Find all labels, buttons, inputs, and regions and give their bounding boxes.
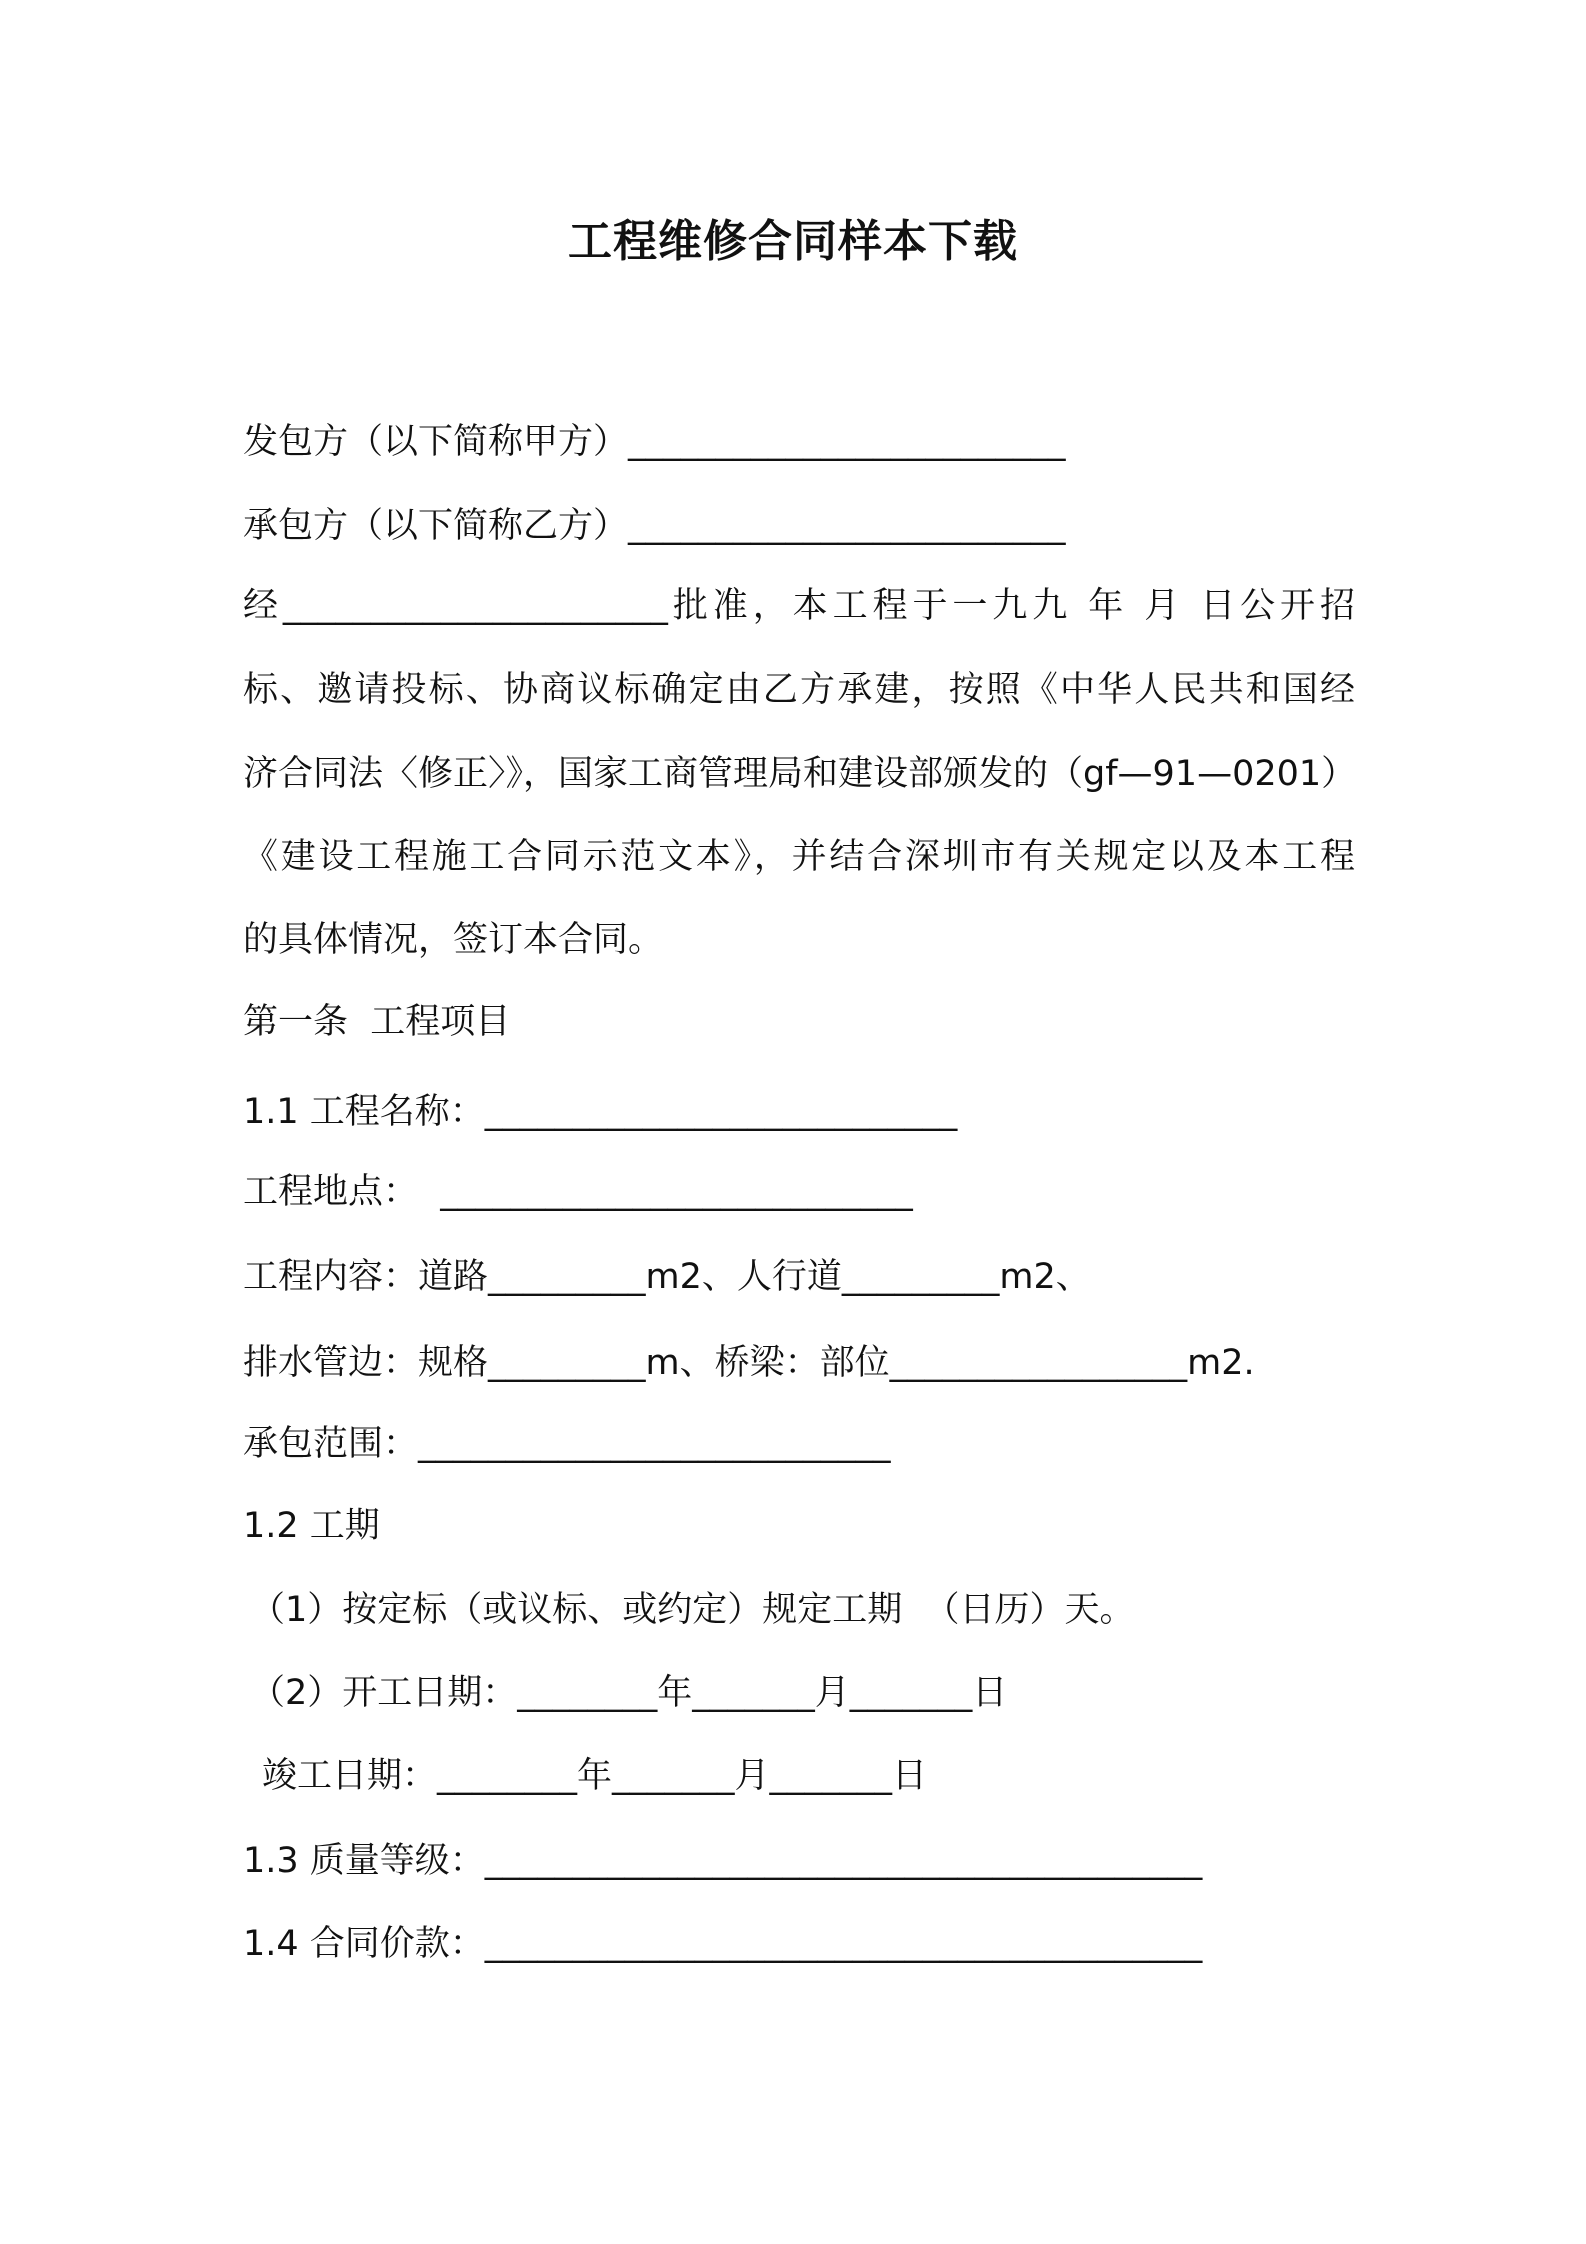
drainage-bridge-line: 排水管边：规格_________m、桥梁：部位_________________m2. — [243, 1343, 1255, 1383]
duration-item-1: （1）按定标（或议标、或约定）规定工期 （日历）天。 — [250, 1590, 1135, 1630]
contract-price-line: 1.4 合同价款：_________________________________________ — [243, 1924, 1203, 1964]
document-title: 工程维修合同样本下载 — [568, 216, 1018, 267]
completion-date-line: 竣工日期：________年_______月_______日 — [262, 1756, 928, 1796]
preamble-line-4: 《建设工程施工合同示范文本》，并结合深圳市有关规定以及本工程 — [243, 837, 1355, 877]
project-name-line: 1.1 工程名称：___________________________ — [243, 1092, 958, 1132]
preamble-line-5: 的具体情况，签订本合同。 — [243, 920, 664, 960]
start-date-line: （2）开工日期：________年_______月_______日 — [250, 1673, 1008, 1713]
project-content-line: 工程内容：道路_________m2、人行道_________m2、 — [243, 1257, 1091, 1297]
party-b-line: 承包方（以下简称乙方）_________________________ — [243, 506, 1066, 546]
preamble-line-2: 标、邀请投标、协商议标确定由乙方承建，按照《中华人民共和国经 — [243, 670, 1355, 710]
article-1-heading: 第一条 工程项目 — [243, 1002, 511, 1042]
project-location-line: 工程地点： ___________________________ — [243, 1172, 913, 1212]
party-a-line: 发包方（以下简称甲方）_________________________ — [243, 422, 1066, 462]
duration-heading: 1.2 工期 — [243, 1506, 380, 1546]
preamble-line-1: 经______________________批准，本工程于一九九 年 月 日公开招 — [243, 586, 1355, 626]
preamble-line-3: 济合同法〈修正〉》，国家工商管理局和建设部颁发的（gf—91—0201） — [243, 754, 1357, 794]
contract-scope-line: 承包范围：___________________________ — [243, 1424, 891, 1464]
quality-grade-line: 1.3 质量等级：_________________________________________ — [243, 1841, 1203, 1881]
